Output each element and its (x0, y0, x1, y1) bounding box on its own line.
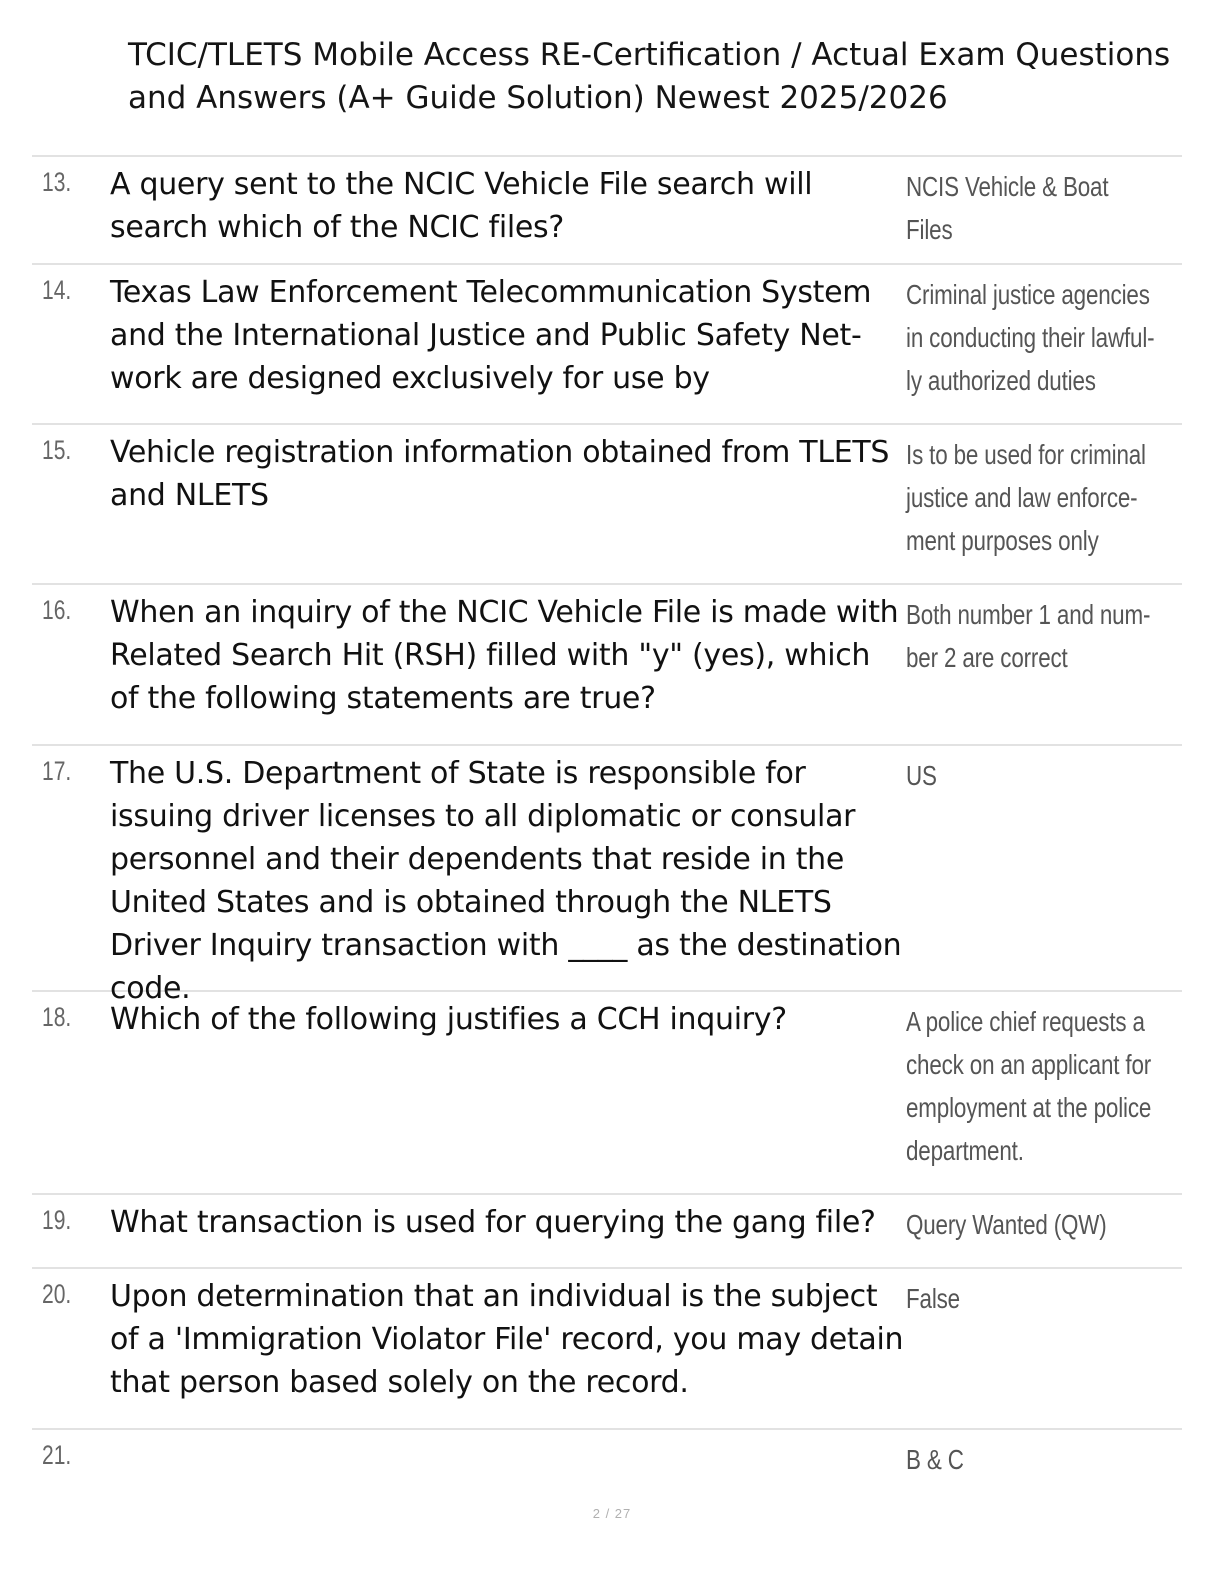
answer-text: False (906, 1283, 960, 1314)
table-row (32, 265, 1182, 425)
answer-text: A police chief requests a check on an applicant for employment at the police department. (906, 1006, 1152, 1166)
answer-text: Is to be used for criminal justice and law enforce-ment purposes only (906, 439, 1146, 556)
answer-text: Both number 1 and num-ber 2 are correct (906, 599, 1151, 673)
question-text: What transaction is used for querying the gang file? (110, 1205, 876, 1240)
table-row (32, 1430, 1182, 1500)
table-row (32, 1269, 1182, 1430)
question-number: 18. (42, 1002, 72, 1032)
table-row (32, 992, 1182, 1195)
question-number: 21. (42, 1440, 72, 1470)
question-text: A query sent to the NCIC Vehicle File search will search which of the NCIC files? (110, 167, 813, 245)
question-number: 14. (42, 275, 72, 305)
question-number: 15. (42, 435, 72, 465)
table-row (32, 157, 1182, 265)
question-text: Texas Law Enforcement Telecommunication System and the International Justice and Public Safety Net-work are designed exclusively for use by (110, 275, 872, 396)
table-row (32, 585, 1182, 746)
answer-text: Query Wanted (QW) (906, 1209, 1107, 1240)
answer-text: B & C (906, 1444, 964, 1475)
question-text: Vehicle registration information obtained from TLETS and NLETS (110, 435, 890, 513)
table-row (32, 1195, 1182, 1269)
page-number: 2 / 27 (592, 1506, 632, 1521)
answer-text: Criminal justice agencies in conducting their lawful-ly authorized duties (906, 279, 1155, 396)
question-number: 16. (42, 595, 72, 625)
question-number: 13. (42, 167, 72, 197)
document-title: TCIC/TLETS Mobile Access RE-Certification / Actual Exam Questions and Answers (A+ Guide Solution) Newest 2025/2026 (128, 37, 1171, 116)
question-number: 17. (42, 756, 72, 786)
table-row (32, 425, 1182, 585)
answer-text: NCIS Vehicle & Boat Files (906, 171, 1109, 245)
question-text: The U.S. Department of State is responsible for issuing driver licenses to all diplomatic or consular personnel and their dependents that reside in the United States and is obtained through the NLETS Driver Inquiry transaction with ____ as the destination code. (110, 756, 902, 1006)
question-number: 19. (42, 1205, 72, 1235)
answer-text: US (906, 760, 937, 791)
question-number: 20. (42, 1279, 72, 1309)
table-row (32, 746, 1182, 1006)
qa-table (32, 155, 1182, 1500)
question-text: Upon determination that an individual is the subject of a 'Immigration Violator File' record, you may detain that person based solely on the record. (110, 1279, 904, 1400)
question-text: When an inquiry of the NCIC Vehicle File is made with Related Search Hit (RSH) filled with "y" (yes), which of the following statements are true? (110, 595, 899, 716)
question-text: Which of the following justifies a CCH inquiry? (110, 1002, 787, 1037)
